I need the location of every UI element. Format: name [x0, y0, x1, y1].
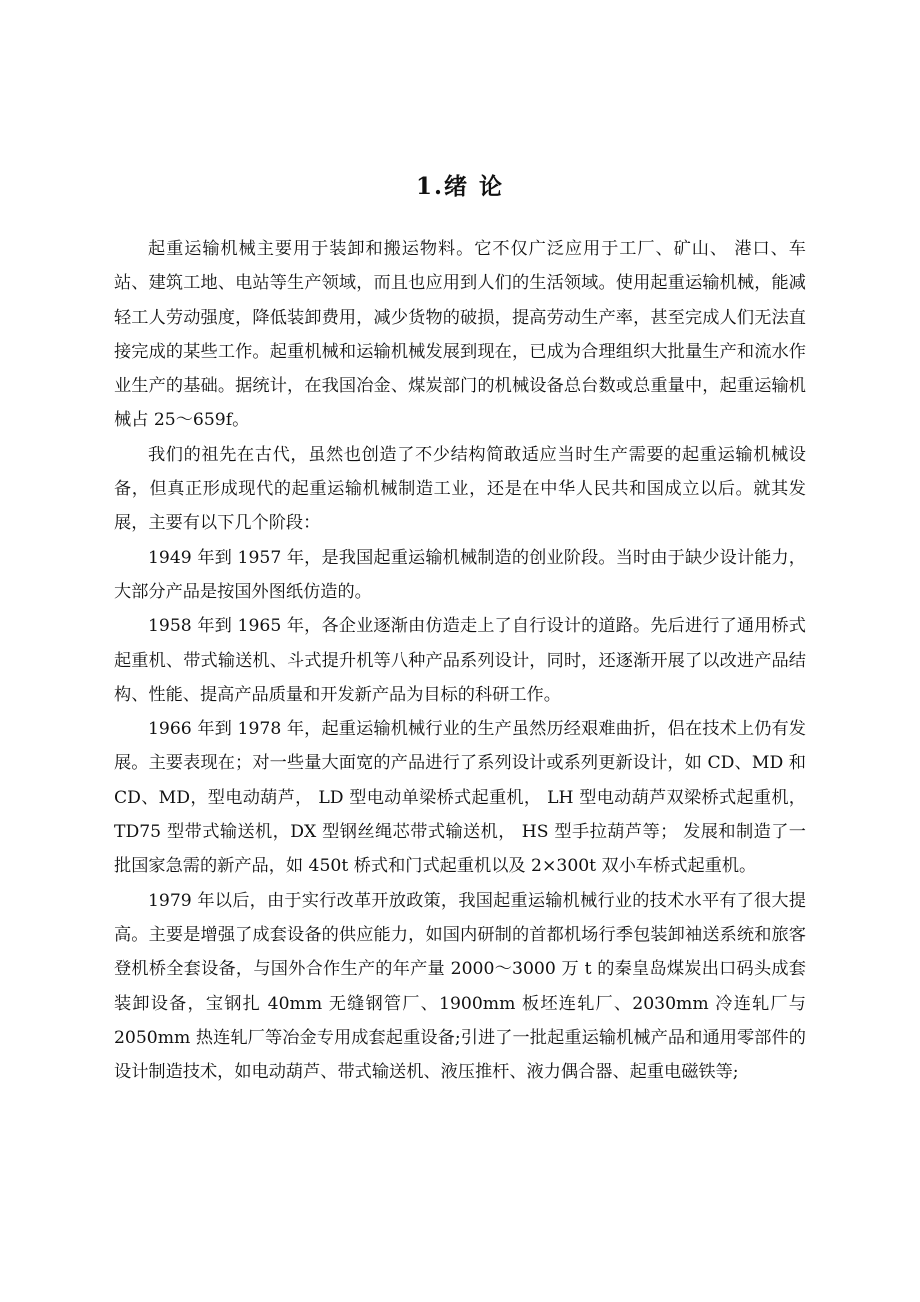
paragraph-6: 1979 年以后，由于实行改革开放政策，我国起重运输机械行业的技术水平有了很大提高。主要是增强了成套设备的供应能力，如国内研制的首都机场行季包装卸袖送系统和旅客登机桥全套设备，与国外合作生产的年产量 2000～3000 万 t 的秦皇岛煤炭出口码头成套装卸设备，宝钢扎 40mm 无缝钢管厂、1900mm 板坯连轧厂、2030mm 冷连轧厂与 2050mm 热连轧厂等冶金专用成套起重设备;引进了一批起重运输机械产品和通用零部件的设计制造技术，如电动葫芦、带式输送机、液压推杆、液力偶合器、起重电磁铁等; — [114, 890, 806, 1083]
body-text — [114, 232, 806, 1089]
chapter-title: 1.绪 论 — [415, 173, 505, 200]
paragraph-1: 起重运输机械主要用于装卸和搬运物料。它不仅广泛应用于工厂、矿山、 港口、车站、建筑工地、电站等生产领域，而且也应用到人们的生活领域。使用起重运输机械，能减轻工人劳动强度，降低装卸费用，减少货物的破损，提高劳动生产率，甚至完成人们无法直接完成的某些工作。起重机械和运输机械发展到现在，已成为合理组织大批量生产和流水作业生产的基础。据统计，在我国冶金、煤炭部门的机械设备总台数或总重量中，起重运输机械占 25～659f。 — [114, 239, 806, 431]
paragraph-3: 1949 年到 1957 年，是我国起重运输机械制造的创业阶段。当时由于缺少设计能力，大部分产品是按国外图纸仿造的。 — [114, 547, 806, 602]
paragraph-2: 我们的祖先在古代，虽然也创造了不少结构简敢适应当时生产需要的起重运输机械设备，但真正形成现代的起重运输机械制造工业，还是在中华人民共和国成立以后。就其发展，主要有以下几个阶段： — [114, 444, 806, 534]
paragraph-4: 1958 年到 1965 年，各企业逐渐由仿造走上了自行设计的道路。先后进行了通用桥式起重机、带式输送机、斗式提升机等八种产品系列设计，同时，还逐渐开展了以改进产品结构、性能、提高产品质量和开发新产品为目标的科研工作。 — [114, 616, 806, 705]
paragraph-5: 1966 年到 1978 年，起重运输机械行业的生产虽然历经艰难曲折，侣在技术上仍有发展。主要表现在；对一些量大面宽的产品进行了系列设计或系列更新设计，如 CD、MD 和 CD、MD，型电动葫芦， LD 型电动单梁桥式起重机， LH 型电动葫芦双梁桥式起重机，TD75 型带式输送机，DX 型钢丝绳芯带式输送机， HS 型手拉葫芦等； 发展和制造了一批国家急需的新产品，如 450t 桥式和门式起重机以及 2×300t 双小车桥式起重机。 — [114, 719, 806, 877]
